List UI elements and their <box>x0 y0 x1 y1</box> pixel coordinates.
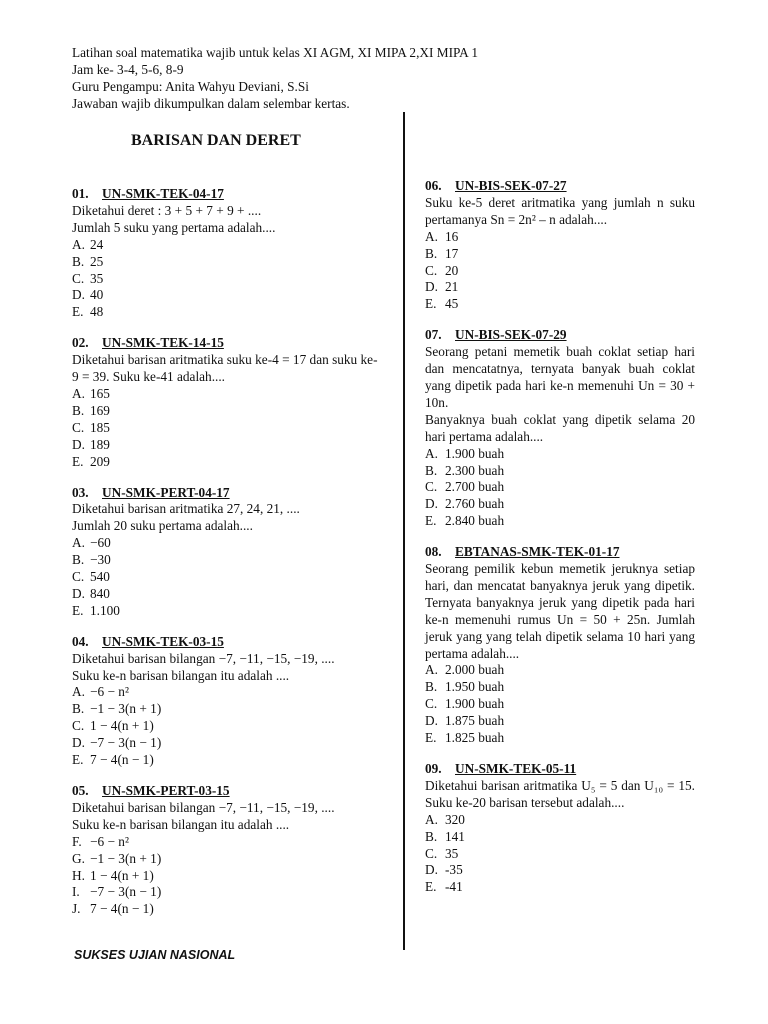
question-02 <box>72 335 384 470</box>
option-value: 17 <box>445 245 459 261</box>
answer-option <box>425 263 695 280</box>
question-heading <box>72 783 384 800</box>
page-title: BARISAN DAN DERET <box>131 132 301 149</box>
question-number: 09. <box>425 761 442 776</box>
question-text: Seorang petani memetik buah coklat setiap hari dan mencatatnya, ternyata banyak buah coklat yang dipetik pada hari ke-n memenuhi Un = 30 + 10n. <box>425 344 695 410</box>
header-line-teacher: Guru Pengampu: Anita Wahyu Deviani, S.Si <box>72 79 309 94</box>
answer-option <box>72 403 384 420</box>
option-value: 540 <box>90 569 110 585</box>
answer-option <box>72 884 384 901</box>
option-value: −60 <box>90 535 111 551</box>
answer-option <box>72 437 384 454</box>
question-number: 07. <box>425 327 442 343</box>
answer-option <box>425 463 695 480</box>
answer-option <box>72 535 384 552</box>
answer-option <box>425 696 695 713</box>
option-value: 1 − 4(n + 1) <box>90 867 154 883</box>
option-letter: D. <box>72 735 85 751</box>
answer-option <box>425 246 695 263</box>
answer-option <box>425 296 695 313</box>
option-letter: C. <box>425 845 438 861</box>
header-line-hours: Jam ke- 3-4, 5-6, 8-9 <box>72 62 184 77</box>
answer-option <box>425 229 695 246</box>
option-letter: A. <box>425 445 438 461</box>
option-value: 1.900 buah <box>445 696 505 712</box>
option-letter: A. <box>72 535 85 551</box>
answer-option <box>72 237 384 254</box>
option-value: 2.840 buah <box>445 513 505 529</box>
option-letter: B. <box>425 679 438 695</box>
answer-option <box>425 446 695 463</box>
question-04 <box>72 634 384 769</box>
option-letter: G. <box>72 850 85 866</box>
option-value: 169 <box>90 402 110 418</box>
question-code: UN-BIS-SEK-07-29 <box>455 327 567 343</box>
option-letter: B. <box>72 253 85 269</box>
question-heading <box>425 761 695 778</box>
question-code: EBTANAS-SMK-TEK-01-17 <box>455 544 620 560</box>
header-line-instruction: Jawaban wajib dikumpulkan dalam selembar kertas. <box>72 96 350 111</box>
question-number: 06. <box>425 178 442 193</box>
question-text: Jumlah 20 suku pertama adalah.... <box>72 518 253 534</box>
worksheet-header <box>72 44 478 112</box>
answer-option <box>72 901 384 918</box>
option-letter: E. <box>425 730 437 746</box>
right-column <box>425 178 695 910</box>
question-text: Suku ke-5 deret aritmatika yang jumlah n suku pertamanya Sn = 2n² – n adalah.... <box>425 194 695 227</box>
option-value: 189 <box>90 436 110 452</box>
answer-option <box>72 552 384 569</box>
option-letter: F. <box>72 833 82 849</box>
answer-option <box>425 662 695 679</box>
question-code: UN-SMK-TEK-03-15 <box>102 633 224 649</box>
answer-option <box>72 718 384 735</box>
option-value: 7 − 4(n − 1) <box>90 752 154 768</box>
option-value: 1.950 buah <box>445 679 505 695</box>
answer-option <box>425 679 695 696</box>
answer-option <box>72 271 384 288</box>
header-line-class: Latihan soal matematika wajib untuk kelas XI AGM, XI MIPA 2,XI MIPA 1 <box>72 45 479 60</box>
option-value: 165 <box>90 385 110 401</box>
option-letter: D. <box>425 713 438 729</box>
option-value: 35 <box>90 270 104 286</box>
answer-option <box>425 846 695 863</box>
question-heading <box>425 327 695 344</box>
option-value: 25 <box>90 253 104 269</box>
option-letter: A. <box>72 236 85 252</box>
option-value: −7 − 3(n − 1) <box>90 884 162 900</box>
question-heading <box>72 485 384 502</box>
answer-option <box>72 254 384 271</box>
answer-option <box>72 752 384 769</box>
option-letter: D. <box>425 279 438 295</box>
option-letter: A. <box>72 684 85 700</box>
question-text: Diketahui barisan aritmatika suku ke-4 = 17 dan suku ke-9 = 39. Suku ke-41 adalah.... <box>72 352 378 385</box>
answer-option <box>72 735 384 752</box>
question-heading <box>72 186 384 203</box>
question-text: Diketahui barisan bilangan −7, −11, −15, −19, .... <box>72 650 335 666</box>
option-value: 209 <box>90 453 110 469</box>
answer-option <box>425 812 695 829</box>
option-value: -35 <box>445 862 463 878</box>
option-value: −1 − 3(n + 1) <box>90 850 162 866</box>
option-letter: E. <box>72 752 84 768</box>
question-text: Diketahui barisan aritmatika U₅ = 5 dan U₁₀ = 15. Suku ke-20 barisan tersebut adalah.... <box>425 777 695 810</box>
question-text: Suku ke-n barisan bilangan itu adalah .... <box>72 816 290 832</box>
option-value: -41 <box>445 879 463 895</box>
answer-option <box>425 879 695 896</box>
answer-option <box>72 868 384 885</box>
question-heading <box>72 335 384 352</box>
answer-option <box>425 513 695 530</box>
question-heading <box>425 544 695 561</box>
option-letter: C. <box>72 569 85 585</box>
option-letter: A. <box>425 662 438 678</box>
option-value: −6 − n² <box>90 833 129 849</box>
question-code: UN-SMK-PERT-03-15 <box>102 783 230 798</box>
option-value: −7 − 3(n − 1) <box>90 735 162 751</box>
option-letter: B. <box>425 462 438 478</box>
question-text: Suku ke-n barisan bilangan itu adalah .... <box>72 667 290 683</box>
option-letter: B. <box>425 828 438 844</box>
question-text: Diketahui barisan aritmatika 27, 24, 21, .... <box>72 501 300 517</box>
option-value: 35 <box>445 845 459 861</box>
option-letter: C. <box>72 718 85 734</box>
option-letter: E. <box>72 602 84 618</box>
option-letter: A. <box>425 811 438 827</box>
answer-option <box>425 862 695 879</box>
question-text: Banyaknya buah coklat yang dipetik selama 20 hari pertama adalah.... <box>425 411 695 444</box>
option-letter: B. <box>425 245 438 261</box>
answer-option <box>72 454 384 471</box>
option-value: 24 <box>90 236 104 252</box>
option-value: 20 <box>445 262 459 278</box>
option-value: 16 <box>445 228 459 244</box>
option-value: −6 − n² <box>90 684 129 700</box>
question-number: 04. <box>72 633 89 649</box>
question-number: 02. <box>72 335 89 351</box>
question-number: 01. <box>72 186 89 201</box>
option-value: 2.700 buah <box>445 479 505 495</box>
question-08 <box>425 544 695 747</box>
question-number: 08. <box>425 544 442 560</box>
option-letter: C. <box>72 270 85 286</box>
answer-option <box>72 386 384 403</box>
question-06 <box>425 178 695 313</box>
option-value: 2.760 buah <box>445 496 505 512</box>
option-value: 48 <box>90 304 104 320</box>
question-text: Diketahui deret : 3 + 5 + 7 + 9 + .... <box>72 202 262 218</box>
question-code: UN-SMK-PERT-04-17 <box>102 484 230 500</box>
question-text: Jumlah 5 suku yang pertama adalah.... <box>72 219 276 235</box>
answer-option <box>72 287 384 304</box>
option-value: 2.300 buah <box>445 462 505 478</box>
question-number: 05. <box>72 783 89 798</box>
option-value: 1.875 buah <box>445 713 505 729</box>
answer-option <box>72 420 384 437</box>
option-letter: E. <box>72 304 84 320</box>
answer-option <box>425 496 695 513</box>
option-letter: A. <box>425 228 438 244</box>
option-letter: D. <box>72 436 85 452</box>
option-letter: I. <box>72 884 80 900</box>
question-code: UN-BIS-SEK-07-27 <box>455 178 567 193</box>
question-01 <box>72 186 384 321</box>
option-value: 185 <box>90 419 110 435</box>
option-value: 840 <box>90 585 110 601</box>
option-letter: E. <box>72 453 84 469</box>
question-09 <box>425 761 695 896</box>
option-value: 7 − 4(n − 1) <box>90 901 154 917</box>
answer-option <box>72 304 384 321</box>
option-value: 21 <box>445 279 459 295</box>
answer-option <box>425 730 695 747</box>
option-letter: J. <box>72 901 81 917</box>
option-letter: B. <box>72 402 85 418</box>
answer-option <box>425 279 695 296</box>
option-value: 1.825 buah <box>445 730 505 746</box>
option-value: 2.000 buah <box>445 662 505 678</box>
option-value: 320 <box>445 811 465 827</box>
answer-option <box>72 569 384 586</box>
option-letter: H. <box>72 867 85 883</box>
question-code: UN-SMK-TEK-05-11 <box>455 761 577 776</box>
answer-option <box>425 829 695 846</box>
question-text: Seorang pemilik kebun memetik jeruknya setiap hari, dan mencatat banyaknya jeruk yang dipetik. Ternyata banyaknya jeruk yang dipetik pada hari ke-n memenuhi rumus Un = 50 + 25n. Jumlah jeruk yang yang telah dipetik selama 10 hari yang pertama adalah.... <box>425 561 695 661</box>
answer-option <box>72 834 384 851</box>
option-letter: C. <box>72 419 85 435</box>
question-heading <box>72 634 384 651</box>
left-column <box>72 186 384 932</box>
option-letter: D. <box>425 862 438 878</box>
option-letter: E. <box>425 879 437 895</box>
option-letter: C. <box>425 262 438 278</box>
option-letter: B. <box>72 552 85 568</box>
answer-option <box>72 603 384 620</box>
question-number: 03. <box>72 484 89 500</box>
option-value: 1 − 4(n + 1) <box>90 718 154 734</box>
option-letter: A. <box>72 385 85 401</box>
question-code: UN-SMK-TEK-04-17 <box>102 186 224 201</box>
question-text: Diketahui barisan bilangan −7, −11, −15, −19, .... <box>72 799 335 815</box>
question-code: UN-SMK-TEK-14-15 <box>102 335 224 351</box>
option-value: 1.100 <box>90 602 120 618</box>
answer-option <box>425 479 695 496</box>
question-05 <box>72 783 384 918</box>
option-letter: E. <box>425 513 437 529</box>
question-heading <box>425 178 695 195</box>
answer-option <box>72 701 384 718</box>
option-value: 1.900 buah <box>445 445 505 461</box>
answer-option <box>72 851 384 868</box>
option-letter: D. <box>72 585 85 601</box>
option-letter: D. <box>425 496 438 512</box>
option-letter: C. <box>425 696 438 712</box>
option-value: 141 <box>445 828 465 844</box>
column-divider <box>403 112 405 950</box>
question-07 <box>425 327 695 530</box>
answer-option <box>72 586 384 603</box>
option-letter: C. <box>425 479 438 495</box>
page-footer: SUKSES UJIAN NASIONAL <box>74 948 236 962</box>
answer-option <box>72 684 384 701</box>
option-letter: B. <box>72 701 85 717</box>
answer-option <box>425 713 695 730</box>
option-value: 45 <box>445 296 459 312</box>
question-03 <box>72 485 384 620</box>
option-letter: D. <box>72 287 85 303</box>
option-value: −30 <box>90 552 111 568</box>
option-letter: E. <box>425 296 437 312</box>
option-value: −1 − 3(n + 1) <box>90 701 162 717</box>
option-value: 40 <box>90 287 104 303</box>
